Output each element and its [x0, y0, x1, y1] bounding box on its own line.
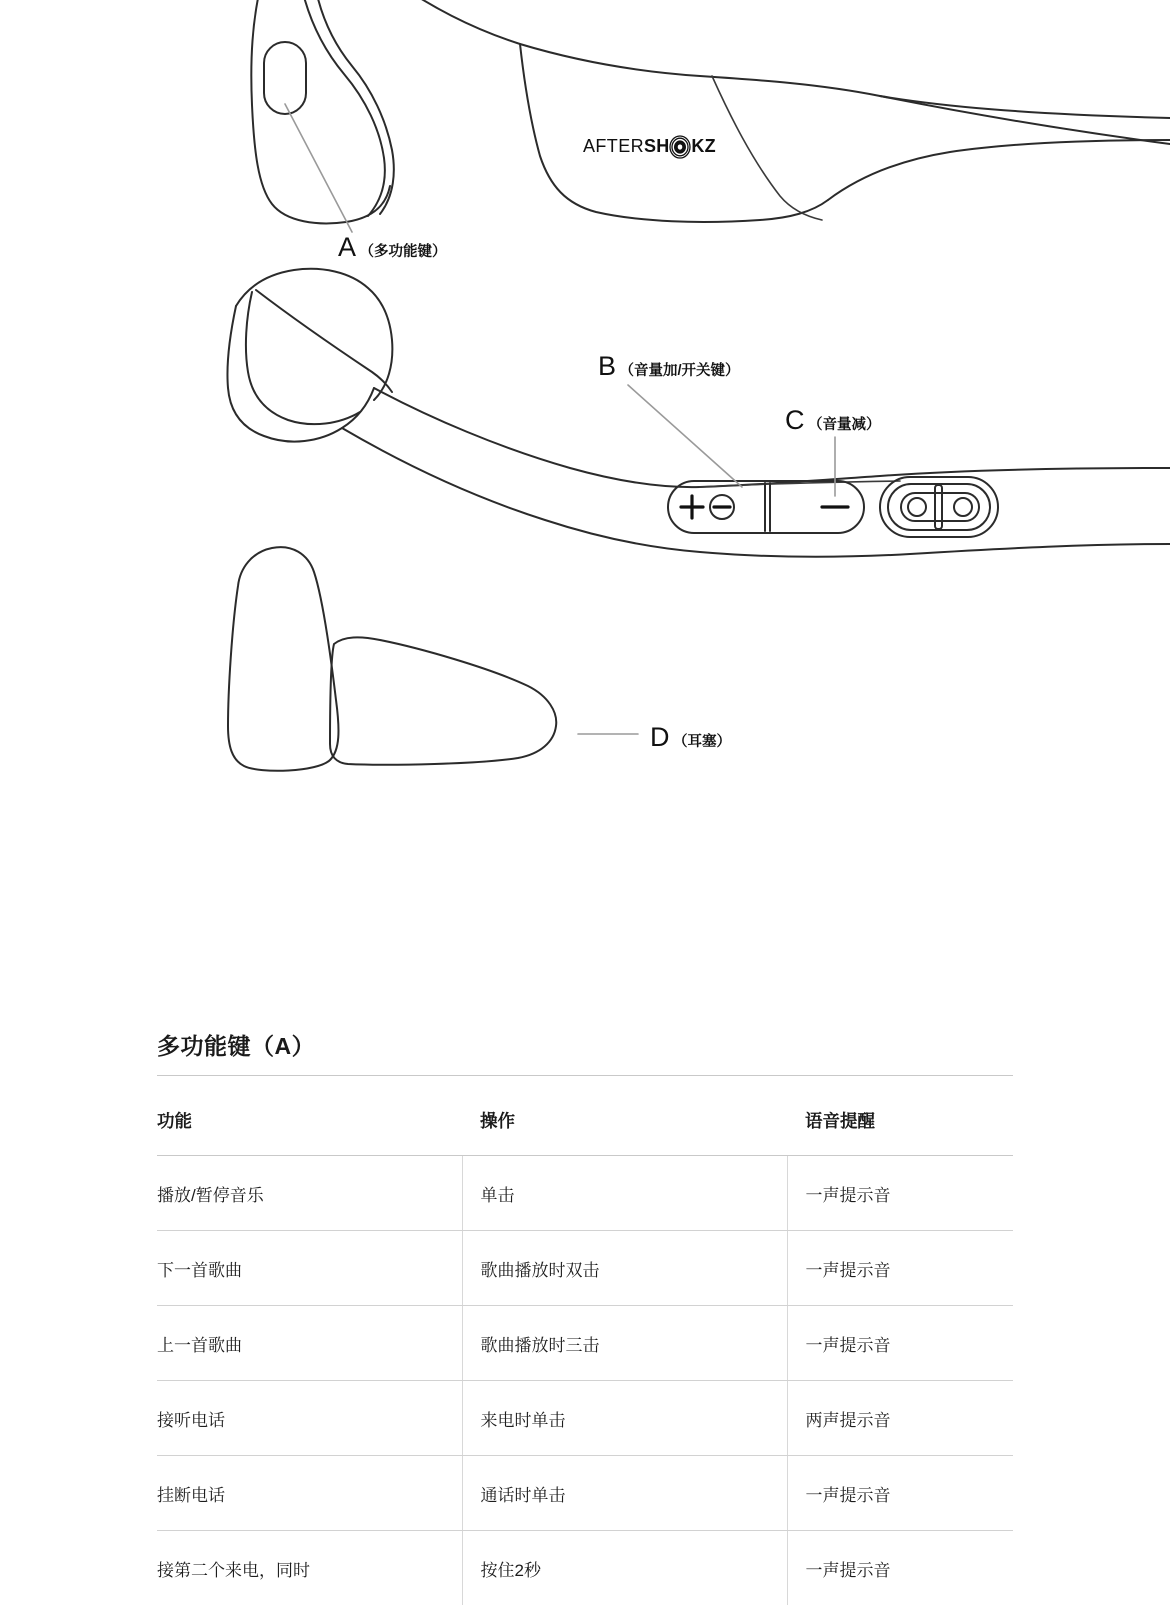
cell-function: 挂断电话	[157, 1456, 462, 1531]
content-section	[157, 1028, 1013, 1605]
table-row	[157, 1306, 1013, 1381]
callout-b-letter: B	[598, 353, 617, 380]
cell-function: 下一首歌曲	[157, 1231, 462, 1306]
table-row	[157, 1231, 1013, 1306]
callout-b-desc: （音量加/开关键）	[620, 364, 740, 379]
table-row	[157, 1531, 1013, 1605]
cell-operation: 按住2秒	[462, 1531, 787, 1605]
cell-function: 播放/暂停音乐	[157, 1156, 462, 1231]
cell-operation: 通话时单击	[462, 1456, 787, 1531]
table-header-row	[157, 1076, 1013, 1156]
callout-d-letter: D	[650, 724, 670, 751]
cell-voice-prompt: 一声提示音	[787, 1306, 1013, 1381]
logo-text-sh: SH	[644, 136, 669, 157]
table-header-function: 功能	[157, 1076, 462, 1156]
charging-port	[880, 477, 998, 537]
table-row	[157, 1456, 1013, 1531]
cell-voice-prompt: 一声提示音	[787, 1156, 1013, 1231]
logo-text-after: AFTER	[583, 136, 644, 157]
table-row	[157, 1381, 1013, 1456]
logo-text-kz: KZ	[691, 136, 715, 157]
callout-a-desc: （多功能键）	[360, 245, 447, 260]
cell-operation: 歌曲播放时三击	[462, 1306, 787, 1381]
callout-c-desc: （音量减）	[808, 418, 881, 433]
headband-top	[392, 0, 1170, 222]
callout-a	[338, 234, 447, 261]
cell-operation: 单击	[462, 1156, 787, 1231]
callout-b	[598, 353, 740, 380]
callout-a-leader	[285, 104, 352, 232]
cell-voice-prompt: 两声提示音	[787, 1381, 1013, 1456]
callout-c-letter: C	[785, 407, 805, 434]
callout-c	[785, 407, 881, 434]
cell-function: 接第二个来电，同时	[157, 1531, 462, 1605]
cell-operation: 歌曲播放时双击	[462, 1231, 787, 1306]
plus-icon	[681, 496, 703, 518]
headset-side-view	[227, 269, 1170, 557]
table-row	[157, 1156, 1013, 1231]
callout-a-letter: A	[338, 234, 357, 261]
earbud-housing-left	[251, 0, 394, 223]
callout-d	[650, 724, 731, 751]
cell-function: 接听电话	[157, 1381, 462, 1456]
logo-ripple-o-icon	[669, 135, 691, 157]
multifunction-key-table	[157, 1076, 1013, 1605]
callout-d-desc: （耳塞）	[673, 735, 731, 750]
earplug-vertical	[228, 547, 338, 771]
cell-voice-prompt: 一声提示音	[787, 1456, 1013, 1531]
power-icon	[710, 495, 734, 519]
section-title: 多功能键（A）	[157, 1028, 1013, 1076]
table-header-voice-prompt: 语音提醒	[787, 1076, 1013, 1156]
cell-function: 上一首歌曲	[157, 1306, 462, 1381]
cell-operation: 来电时单击	[462, 1381, 787, 1456]
callout-b-leader	[628, 385, 742, 487]
brand-logo	[583, 133, 716, 159]
table-header-operation: 操作	[462, 1076, 787, 1156]
earplug-horizontal	[330, 637, 556, 764]
cell-voice-prompt: 一声提示音	[787, 1531, 1013, 1605]
cell-voice-prompt: 一声提示音	[787, 1231, 1013, 1306]
